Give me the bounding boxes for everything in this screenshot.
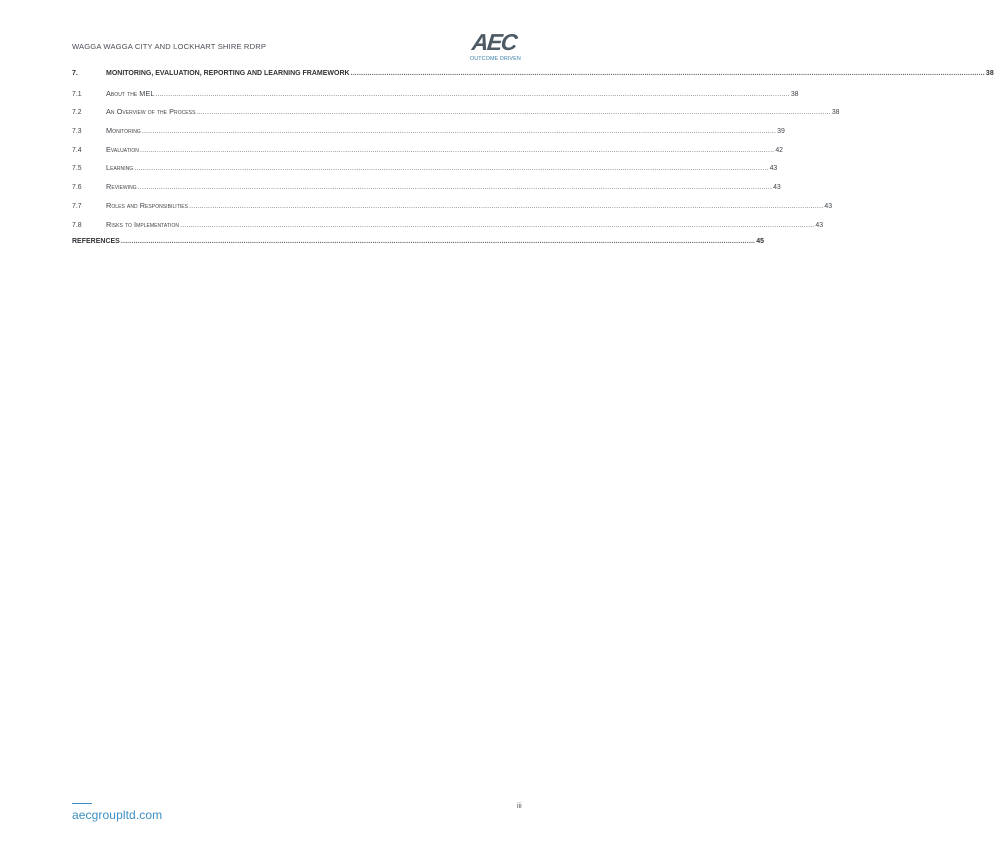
toc-entry-page: 38: [831, 109, 840, 117]
toc-entry-title: MONITORING, EVALUATION, REPORTING AND LEARNING FRAMEWORK: [106, 70, 350, 77]
toc-leader-dots: ............................................................................................................................................................................................................................................................................................................: [180, 221, 815, 229]
document-title: WAGGA WAGGA CITY AND LOCKHART SHIRE RDRP: [72, 42, 267, 51]
toc-entry[interactable]: [72, 70, 994, 89]
toc-entry-title: Monitoring: [106, 126, 141, 136]
toc-entry-number: 7.6: [72, 184, 82, 192]
toc-entry-number: 7.7: [72, 202, 82, 210]
toc-leader-dots: ............................................................................................................................................................................................................................................................................................................: [141, 128, 777, 136]
table-of-contents: [72, 70, 994, 257]
toc-entry-title: About the MEL: [106, 88, 155, 98]
toc-entry-title: Evaluation: [106, 144, 139, 154]
toc-leader-dots: ............................................................................................................................................................................................................................................................................................................: [120, 238, 756, 246]
logo-mark: AEC: [470, 29, 518, 55]
toc-entry-page: 43: [824, 202, 833, 210]
toc-entry-title: An Overview of the Process: [106, 107, 196, 117]
toc-entry-number: 7.4: [72, 146, 82, 154]
toc-entry-title: Roles and Responsibilities: [106, 200, 189, 210]
toc-entry-page: 39: [777, 128, 785, 136]
toc-leader-dots: ............................................................................................................................................................................................................................................................................................................: [350, 70, 985, 77]
toc-entry-page: 38: [985, 70, 994, 77]
toc-entry[interactable]: [72, 219, 824, 239]
page-number: iii: [517, 803, 522, 810]
toc-entry-number: 7.: [72, 70, 78, 77]
toc-entry-page: 38: [790, 90, 799, 98]
toc-entry-number: 7.2: [72, 109, 82, 117]
toc-entry-page: 43: [815, 221, 824, 229]
toc-leader-dots: ............................................................................................................................................................................................................................................................................................................: [134, 165, 769, 173]
toc-entry[interactable]: [72, 144, 783, 164]
footer-url[interactable]: aecgroupltd.com: [72, 808, 163, 822]
toc-entry-page: 45: [756, 238, 764, 246]
footer-accent-line: [72, 803, 92, 804]
toc-entry[interactable]: [72, 182, 781, 201]
toc-entry-title: Learning: [106, 163, 134, 173]
toc-entry[interactable]: [72, 163, 778, 182]
toc-entry[interactable]: [72, 126, 785, 145]
toc-leader-dots: ............................................................................................................................................................................................................................................................................................................: [137, 184, 773, 192]
toc-entry-number: 7.8: [72, 221, 82, 229]
toc-leader-dots: ............................................................................................................................................................................................................................................................................................................: [139, 146, 775, 154]
toc-leader-dots: ............................................................................................................................................................................................................................................................................................................: [189, 202, 824, 210]
toc-leader-dots: ............................................................................................................................................................................................................................................................................................................: [196, 109, 831, 117]
toc-entry[interactable]: [72, 200, 833, 220]
toc-leader-dots: ............................................................................................................................................................................................................................................................................................................: [155, 90, 790, 98]
toc-entry-number: 7.5: [72, 165, 82, 173]
toc-entry-title: Reviewing: [106, 182, 137, 192]
toc-entry-number: 7.1: [72, 90, 82, 98]
toc-entry[interactable]: [72, 107, 840, 126]
toc-entry-page: 42: [775, 146, 783, 154]
toc-entry-page: 43: [773, 184, 781, 192]
toc-entry[interactable]: [72, 88, 799, 108]
aec-logo: [466, 31, 530, 65]
toc-entry-title: REFERENCES: [72, 238, 120, 246]
toc-entry-page: 43: [769, 165, 778, 173]
toc-entry[interactable]: [72, 238, 764, 257]
toc-entry-title: Risks to Implementation: [106, 219, 180, 229]
logo-tagline: OUTCOME DRIVEN: [470, 56, 521, 62]
toc-entry-number: 7.3: [72, 128, 82, 136]
